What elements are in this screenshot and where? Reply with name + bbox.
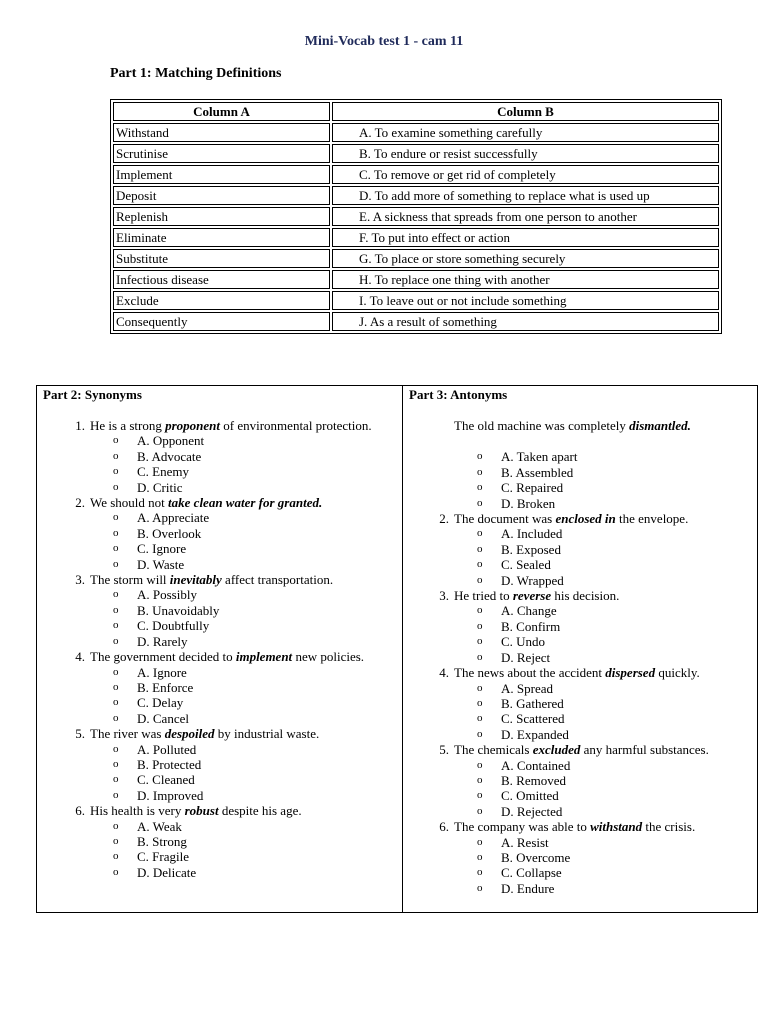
answer-option — [113, 479, 387, 495]
answer-options — [90, 510, 387, 572]
bullet-icon: o — [113, 434, 119, 447]
column-b-definition: C. To remove or get rid of completely — [332, 165, 719, 184]
option-text: A. Possibly — [137, 587, 197, 603]
option-text: A. Opponent — [137, 433, 205, 449]
stem-text: quickly. — [655, 665, 700, 681]
stem-text: The news about the accident — [454, 665, 606, 681]
table-header-row — [113, 102, 719, 121]
column-a-term: Infectious disease — [113, 270, 330, 289]
option-text: C. Sealed — [501, 557, 551, 573]
bullet-icon: o — [113, 665, 119, 678]
question-number: 6. — [75, 803, 85, 819]
exercises-box — [36, 385, 758, 913]
answer-option — [477, 757, 751, 773]
bullet-icon: o — [113, 865, 119, 878]
answer-option — [477, 803, 751, 819]
bullet-icon: o — [113, 757, 119, 770]
answer-option — [113, 664, 387, 680]
option-text: B. Unavoidably — [137, 602, 220, 618]
question-number: 2. — [75, 495, 85, 511]
bullet-icon: o — [477, 573, 483, 586]
question-item — [431, 418, 751, 511]
option-text: D. Reject — [501, 649, 551, 665]
option-text: B. Protected — [137, 756, 202, 772]
answer-option — [477, 541, 751, 557]
option-text: B. Strong — [137, 833, 187, 849]
question-stem — [454, 511, 751, 526]
option-text: B. Confirm — [501, 618, 561, 634]
question-number: 6. — [439, 819, 449, 835]
answer-option — [113, 510, 387, 526]
stem-keyword: withstand — [590, 819, 643, 835]
option-text: C. Repaired — [501, 480, 564, 496]
column-a-term: Replenish — [113, 207, 330, 226]
question-item — [67, 418, 387, 495]
question-item — [431, 819, 751, 896]
answer-option — [477, 526, 751, 542]
bullet-icon: o — [477, 496, 483, 509]
option-text: D. Waste — [137, 556, 185, 572]
matching-table — [110, 99, 722, 334]
bullet-icon: o — [113, 634, 119, 647]
question-item — [431, 665, 751, 742]
stem-keyword: take clean water for granted. — [168, 495, 323, 511]
option-text: C. Ignore — [137, 541, 187, 557]
column-a-header: Column A — [113, 102, 330, 121]
column-b-definition: D. To add more of something to replace what is used up — [332, 186, 719, 205]
option-text: A. Weak — [137, 818, 182, 834]
bullet-icon: o — [113, 526, 119, 539]
option-text: D. Endure — [501, 880, 555, 896]
stem-keyword: implement — [235, 649, 293, 665]
bullet-icon: o — [113, 480, 119, 493]
answer-option — [477, 603, 751, 619]
bullet-icon: o — [113, 557, 119, 570]
answer-options — [454, 526, 751, 588]
table-row — [113, 123, 719, 142]
column-b-definition: A. To examine something carefully — [332, 123, 719, 142]
answer-option — [477, 788, 751, 804]
stem-text: his decision. — [551, 588, 620, 604]
bullet-icon: o — [113, 773, 119, 786]
question-item — [67, 572, 387, 649]
part3-heading: Part 3: Antonyms — [409, 387, 508, 402]
stem-keyword: despoiled — [164, 726, 215, 742]
bullet-icon: o — [477, 527, 483, 540]
bullet-icon: o — [477, 773, 483, 786]
question-number: 3. — [439, 588, 449, 604]
answer-options — [454, 758, 751, 820]
option-text: B. Overlook — [137, 525, 202, 541]
question-item — [431, 511, 751, 588]
answer-options — [90, 665, 387, 727]
question-stem — [90, 572, 387, 587]
table-row — [113, 291, 719, 310]
stem-text: We should not — [90, 495, 169, 511]
question-stem — [90, 726, 387, 741]
stem-text: The old machine was completely — [454, 418, 630, 433]
stem-text: of environmental protection. — [220, 418, 372, 433]
answer-option — [477, 726, 751, 742]
question-number: 1. — [75, 418, 85, 433]
stem-text: He is a strong — [90, 418, 166, 433]
question-number: 5. — [439, 742, 449, 758]
bullet-icon: o — [477, 712, 483, 725]
answer-option — [113, 602, 387, 618]
bullet-icon: o — [113, 542, 119, 555]
answer-option — [113, 618, 387, 634]
stem-text: His health is very — [90, 803, 185, 819]
bullet-icon: o — [477, 604, 483, 617]
option-text: A. Taken apart — [501, 449, 578, 465]
option-text: C. Omitted — [501, 788, 559, 804]
answer-option — [113, 710, 387, 726]
stem-keyword: dismantled. — [629, 418, 691, 433]
bullet-icon: o — [113, 465, 119, 478]
answer-option — [113, 587, 387, 603]
answer-option — [113, 525, 387, 541]
answer-option — [477, 849, 751, 865]
question-item — [67, 726, 387, 803]
table-row — [113, 249, 719, 268]
bullet-icon: o — [477, 542, 483, 555]
bullet-icon: o — [477, 481, 483, 494]
bullet-icon: o — [477, 635, 483, 648]
question-stem — [454, 588, 751, 603]
antonyms-question-list — [431, 418, 751, 896]
stem-keyword: reverse — [512, 588, 552, 604]
option-text: D. Rarely — [137, 633, 188, 649]
answer-option — [113, 433, 387, 449]
bullet-icon: o — [477, 450, 483, 463]
stem-text: The document was — [454, 511, 556, 527]
answer-option — [477, 634, 751, 650]
answer-option — [113, 556, 387, 572]
question-item — [67, 495, 387, 572]
bullet-icon: o — [477, 619, 483, 632]
answer-option — [477, 772, 751, 788]
table-row — [113, 270, 719, 289]
stem-text: new policies. — [292, 649, 365, 665]
stem-keyword: dispersed — [605, 665, 656, 681]
answer-option — [113, 633, 387, 649]
answer-option — [477, 695, 751, 711]
answer-option — [477, 711, 751, 727]
answer-option — [477, 865, 751, 881]
answer-option — [477, 572, 751, 588]
bullet-icon: o — [477, 789, 483, 802]
bullet-icon: o — [477, 850, 483, 863]
answer-options — [90, 819, 387, 881]
synonyms-question-list — [67, 418, 387, 880]
question-number: 2. — [439, 511, 449, 527]
stem-text: The company was able to — [454, 819, 591, 835]
column-b-definition: I. To leave out or not include something — [332, 291, 719, 310]
option-text: A. Appreciate — [137, 510, 210, 526]
option-text: C. Undo — [501, 634, 546, 650]
bullet-icon: o — [477, 681, 483, 694]
option-text: B. Advocate — [137, 448, 202, 464]
answer-option — [113, 772, 387, 788]
bullet-icon: o — [477, 835, 483, 848]
option-text: D. Broken — [501, 495, 556, 511]
option-text: B. Enforce — [137, 679, 194, 695]
column-b-definition: H. To replace one thing with another — [332, 270, 719, 289]
answer-option — [477, 880, 751, 896]
question-stem — [90, 803, 387, 818]
question-stem — [90, 649, 387, 664]
stem-keyword: robust — [184, 803, 219, 819]
stem-text: The river was — [90, 726, 165, 742]
stem-text: any harmful substances. — [580, 742, 709, 758]
bullet-icon: o — [113, 850, 119, 863]
answer-option — [477, 618, 751, 634]
answer-option — [113, 756, 387, 772]
bullet-icon: o — [113, 696, 119, 709]
bullet-icon: o — [477, 558, 483, 571]
bullet-icon: o — [113, 680, 119, 693]
bullet-icon: o — [113, 834, 119, 847]
column-b-definition: G. To place or store something securely — [332, 249, 719, 268]
bullet-icon: o — [113, 603, 119, 616]
answer-option — [113, 833, 387, 849]
question-item — [67, 649, 387, 726]
option-text: C. Delay — [137, 695, 184, 711]
stem-keyword: proponent — [165, 418, 221, 433]
question-number: 5. — [75, 726, 85, 742]
part1-heading: Part 1: Matching Definitions — [110, 66, 282, 81]
part2-heading: Part 2: Synonyms — [43, 387, 142, 402]
option-text: C. Doubtfully — [137, 618, 210, 634]
question-stem — [454, 418, 751, 433]
column-b-header: Column B — [332, 102, 719, 121]
option-text: D. Wrapped — [501, 572, 564, 588]
page-title: Mini-Vocab test 1 - cam 11 — [304, 34, 464, 49]
answer-option — [477, 449, 751, 465]
question-item — [431, 742, 751, 819]
answer-options — [90, 587, 387, 649]
table-row — [113, 165, 719, 184]
stem-text: The government decided to — [90, 649, 236, 665]
option-text: D. Cancel — [137, 710, 189, 726]
answer-option — [113, 464, 387, 480]
option-text: A. Contained — [501, 757, 571, 773]
answer-option — [477, 680, 751, 696]
bullet-icon: o — [113, 511, 119, 524]
answer-option — [477, 464, 751, 480]
column-b-definition: B. To endure or resist successfully — [332, 144, 719, 163]
stem-text: by industrial waste. — [214, 726, 320, 742]
answer-option — [113, 787, 387, 803]
option-text: D. Rejected — [501, 803, 563, 819]
bullet-icon: o — [113, 711, 119, 724]
column-b-definition: F. To put into effect or action — [332, 228, 719, 247]
stem-text: affect transportation. — [221, 572, 334, 588]
option-text: A. Resist — [501, 834, 549, 850]
table-row — [113, 207, 719, 226]
question-stem — [90, 418, 387, 433]
answer-option — [113, 864, 387, 880]
option-text: B. Removed — [501, 772, 566, 788]
bullet-icon: o — [113, 449, 119, 462]
answer-option — [477, 480, 751, 496]
question-item — [67, 803, 387, 880]
stem-text: The chemicals — [454, 742, 533, 758]
question-stem — [454, 819, 751, 834]
stem-text: the crisis. — [642, 819, 696, 835]
option-text: A. Included — [501, 526, 563, 542]
antonyms-section — [403, 386, 757, 912]
option-text: B. Gathered — [501, 695, 564, 711]
table-row — [113, 186, 719, 205]
answer-option — [477, 649, 751, 665]
stem-text: the envelope. — [615, 511, 689, 527]
answer-option — [113, 695, 387, 711]
synonyms-section — [37, 386, 403, 912]
stem-text: despite his age. — [218, 803, 302, 819]
answer-option — [113, 741, 387, 757]
table-row — [113, 312, 719, 331]
answer-option — [113, 679, 387, 695]
question-stem — [454, 665, 751, 680]
column-a-term: Deposit — [113, 186, 330, 205]
answer-options — [454, 681, 751, 743]
option-text: D. Expanded — [501, 726, 569, 742]
question-stem — [90, 495, 387, 510]
answer-option — [477, 557, 751, 573]
answer-options — [454, 835, 751, 897]
table-row — [113, 228, 719, 247]
bullet-icon: o — [477, 650, 483, 663]
blank-line — [454, 433, 751, 449]
answer-option — [477, 834, 751, 850]
question-item — [431, 588, 751, 665]
question-number: 4. — [75, 649, 85, 665]
option-text: D. Improved — [137, 787, 204, 803]
stem-text: He tried to — [454, 588, 513, 604]
bullet-icon: o — [477, 866, 483, 879]
option-text: A. Spread — [501, 680, 553, 696]
column-a-term: Exclude — [113, 291, 330, 310]
option-text: C. Cleaned — [137, 772, 195, 788]
bullet-icon: o — [477, 881, 483, 894]
option-text: C. Scattered — [501, 711, 565, 727]
bullet-icon: o — [113, 619, 119, 632]
column-a-term: Substitute — [113, 249, 330, 268]
question-number: 3. — [75, 572, 85, 588]
bullet-icon: o — [113, 819, 119, 832]
bullet-icon: o — [477, 696, 483, 709]
answer-option — [113, 448, 387, 464]
answer-options — [454, 603, 751, 665]
stem-keyword: enclosed in — [555, 511, 616, 527]
answer-option — [113, 849, 387, 865]
option-text: D. Delicate — [137, 864, 197, 880]
answer-options — [454, 449, 751, 511]
bullet-icon: o — [477, 465, 483, 478]
bullet-icon: o — [113, 788, 119, 801]
option-text: B. Exposed — [501, 541, 561, 557]
option-text: A. Ignore — [137, 664, 187, 680]
option-text: C. Fragile — [137, 849, 189, 865]
stem-keyword: excluded — [532, 742, 581, 758]
bullet-icon: o — [113, 588, 119, 601]
column-a-term: Scrutinise — [113, 144, 330, 163]
option-text: D. Critic — [137, 479, 183, 495]
answer-option — [113, 818, 387, 834]
stem-text: The storm will — [90, 572, 170, 588]
option-text: B. Assembled — [501, 464, 574, 480]
answer-option — [113, 541, 387, 557]
column-a-term: Implement — [113, 165, 330, 184]
answer-options — [90, 433, 387, 495]
answer-option — [477, 495, 751, 511]
column-a-term: Eliminate — [113, 228, 330, 247]
stem-keyword: inevitably — [169, 572, 222, 588]
column-b-definition: J. As a result of something — [332, 312, 719, 331]
bullet-icon: o — [477, 804, 483, 817]
answer-options — [90, 742, 387, 804]
bullet-icon: o — [477, 758, 483, 771]
option-text: C. Enemy — [137, 464, 189, 480]
option-text: A. Polluted — [137, 741, 197, 757]
column-b-definition: E. A sickness that spreads from one person to another — [332, 207, 719, 226]
option-text: C. Collapse — [501, 865, 562, 881]
bullet-icon: o — [477, 727, 483, 740]
option-text: B. Overcome — [501, 849, 571, 865]
column-a-term: Withstand — [113, 123, 330, 142]
bullet-icon: o — [113, 742, 119, 755]
option-text: A. Change — [501, 603, 557, 619]
column-a-term: Consequently — [113, 312, 330, 331]
question-stem — [454, 742, 751, 757]
question-number: 4. — [439, 665, 449, 681]
table-row — [113, 144, 719, 163]
